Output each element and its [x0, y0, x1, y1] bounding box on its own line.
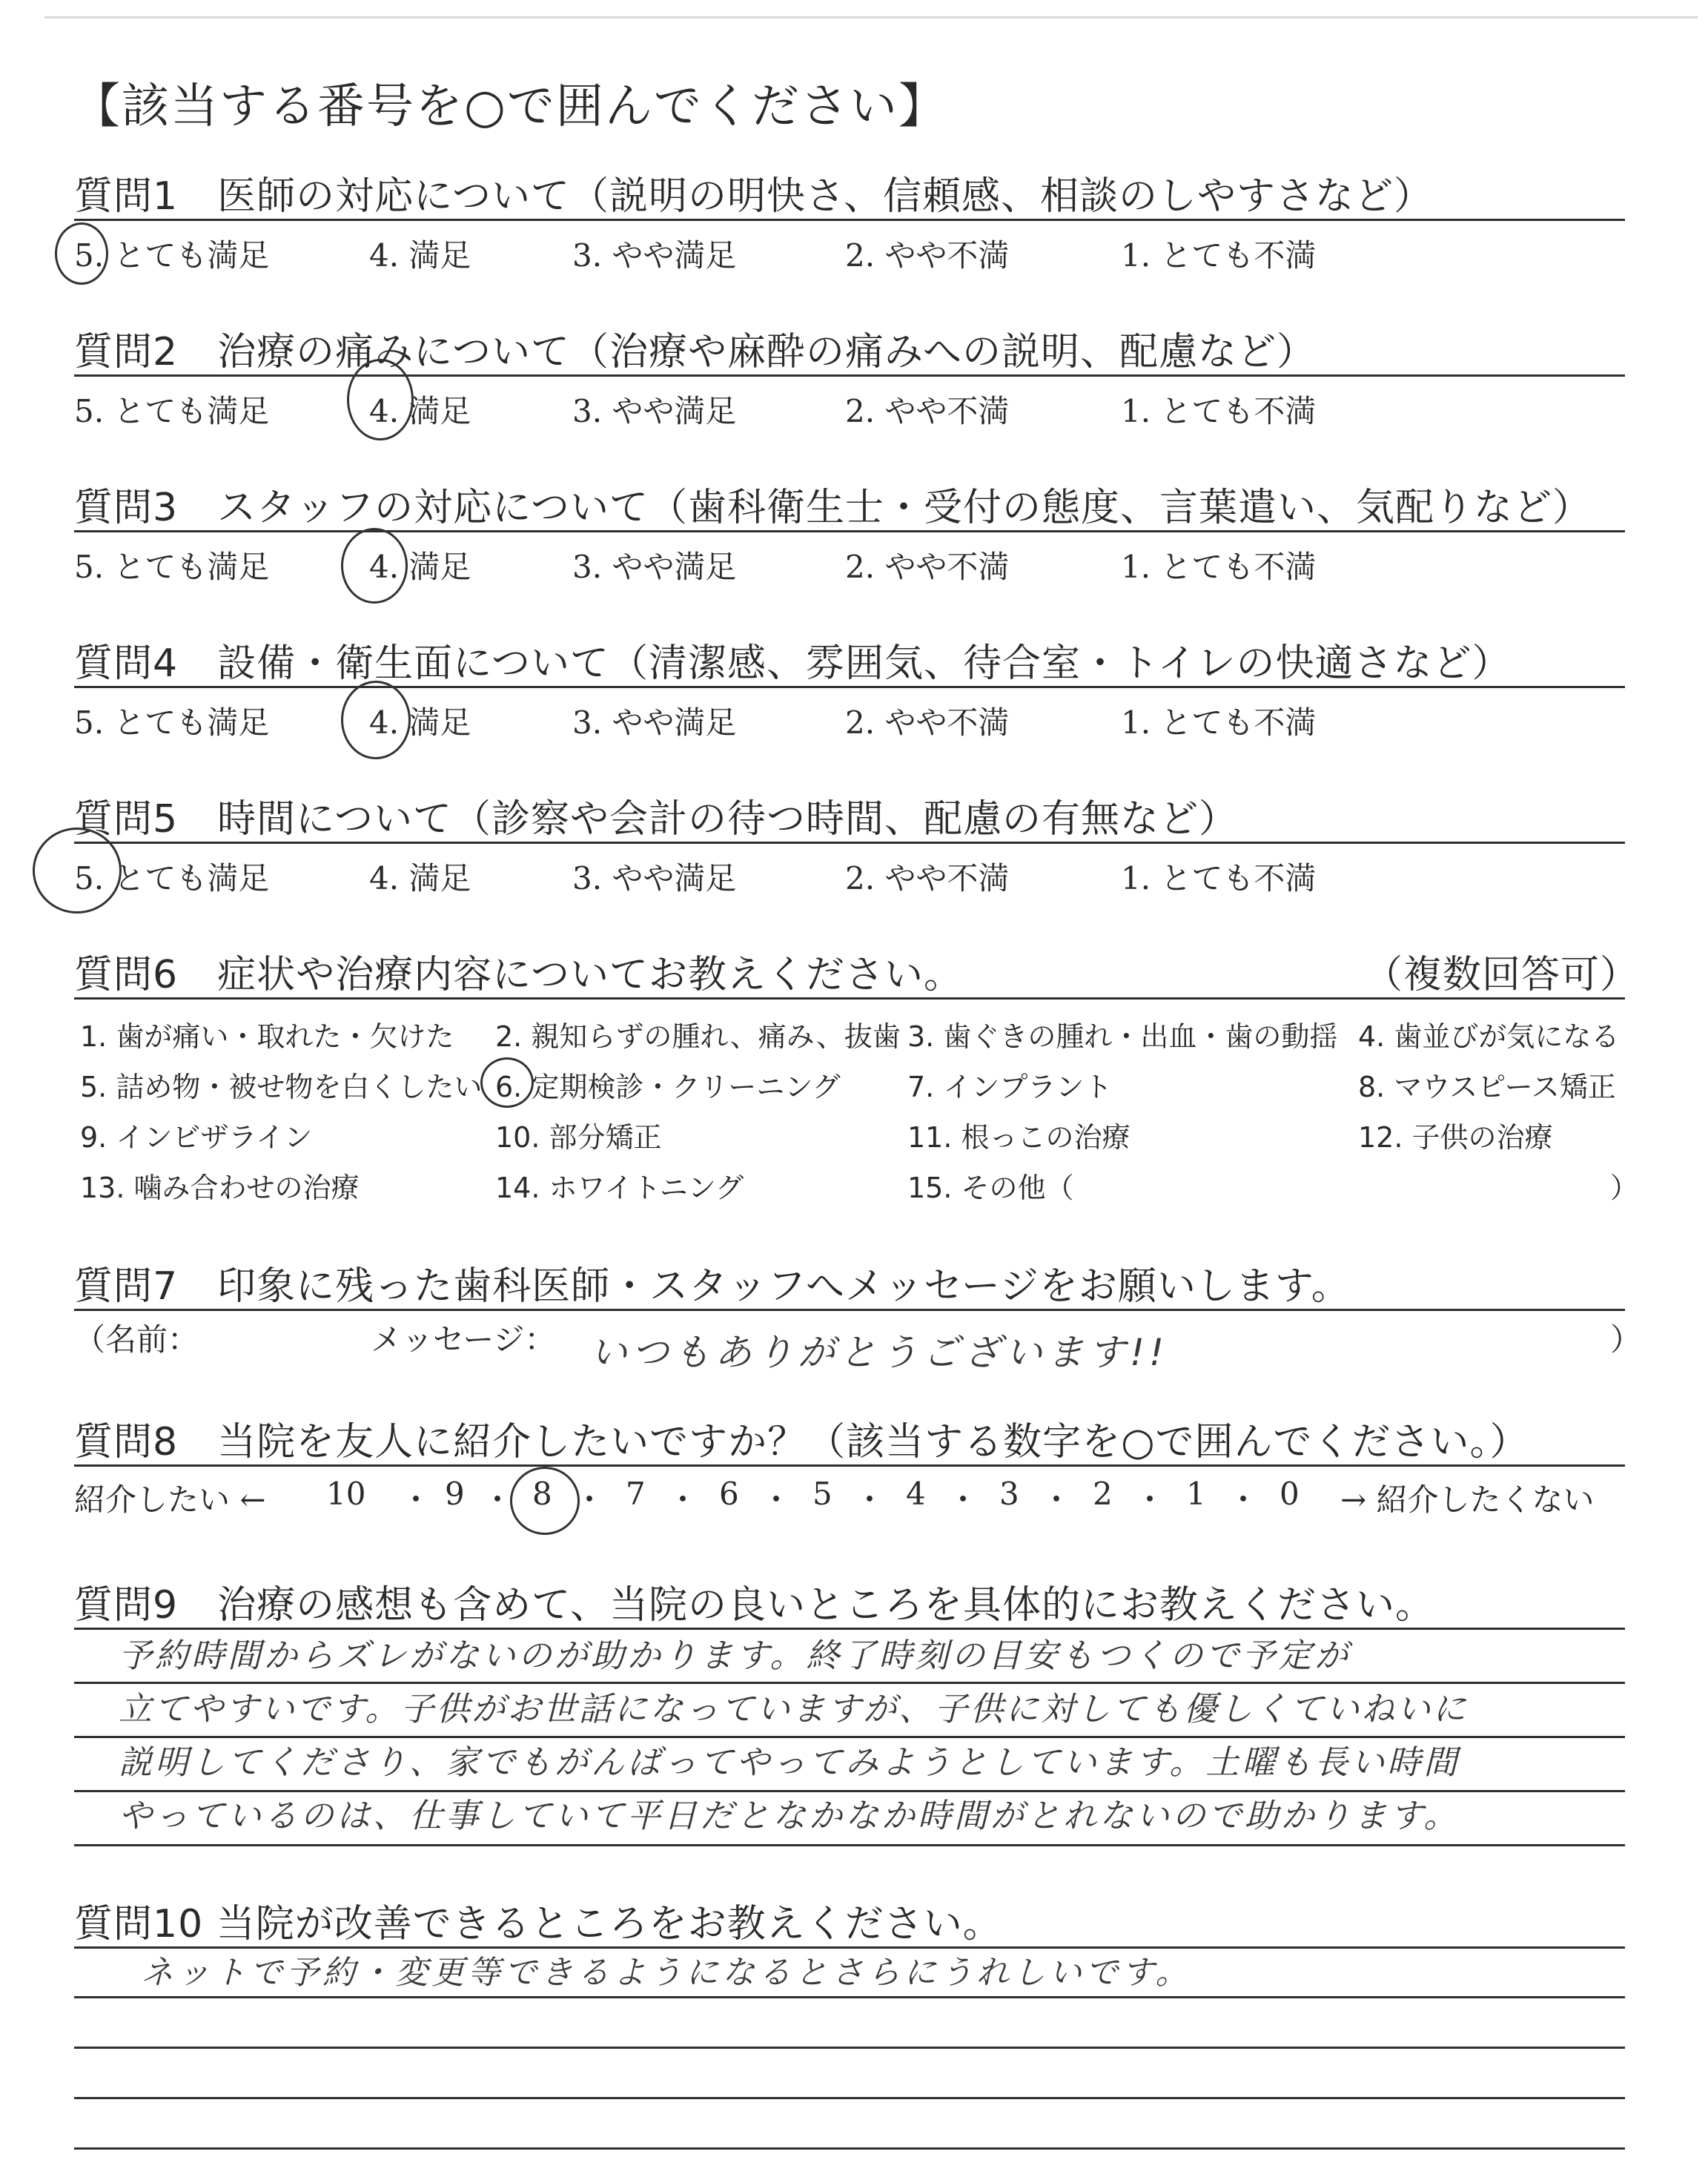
q6-item-6[interactable]: 6. 定期検診・クリーニング — [495, 1071, 841, 1103]
q8-left-label: 紹介したい ← — [74, 1482, 266, 1518]
q8-sep-1: ・ — [400, 1482, 432, 1518]
question-3-label: 質問3 スタッフの対応について（歯科衛生士・受付の態度、言葉遣い、気配りなど） — [74, 486, 1592, 530]
q6-item-10[interactable]: 10. 部分矯正 — [495, 1121, 662, 1154]
q4-answer-circle — [341, 681, 411, 759]
q8-scale-6[interactable]: 6 — [719, 1476, 739, 1512]
q8-sep-5: ・ — [761, 1482, 792, 1518]
q4-option-4[interactable]: 4. 満足 — [369, 704, 471, 741]
q6-item-12[interactable]: 12. 子供の治療 — [1358, 1121, 1553, 1154]
question-6-rule — [74, 997, 1625, 1000]
q1-option-5[interactable]: 5. とても満足 — [74, 237, 270, 274]
q1-option-4[interactable]: 4. 満足 — [369, 237, 471, 274]
q5-option-1[interactable]: 1. とても不満 — [1121, 860, 1317, 896]
question-1-label: 質問1 医師の対応について（説明の明快さ、信頼感、相談のしやすさなど） — [74, 174, 1433, 219]
q6-item-11[interactable]: 11. 根っこの治療 — [907, 1121, 1131, 1154]
question-7-label: 質問7 印象に残った歯科医師・スタッフへメッセージをお願いします。 — [74, 1264, 1351, 1309]
q3-option-2[interactable]: 2. やや不満 — [845, 549, 1010, 585]
q9-answer-line-1[interactable]: 予約時間からズレがないのが助かります。終了時刻の目安もつくので予定が — [119, 1636, 1351, 1675]
q8-scale-10[interactable]: 10 — [326, 1476, 366, 1512]
q9-answer-line-4[interactable]: やっているのは、仕事していて平日だとなかなか時間がとれないので助かります。 — [119, 1796, 1460, 1835]
q2-option-2[interactable]: 2. やや不満 — [845, 393, 1010, 429]
q3-option-5[interactable]: 5. とても満足 — [74, 549, 270, 585]
q8-scale-2[interactable]: 2 — [1093, 1476, 1113, 1512]
q3-option-4[interactable]: 4. 満足 — [369, 549, 471, 585]
q6-item-14[interactable]: 14. ホワイトニング — [495, 1172, 744, 1204]
q3-option-3[interactable]: 3. やや満足 — [572, 549, 737, 585]
q3-answer-circle — [341, 528, 408, 604]
q4-option-3[interactable]: 3. やや満足 — [572, 704, 737, 741]
q6-item-8[interactable]: 8. マウスピース矯正 — [1358, 1071, 1616, 1103]
q9-answer-line-3[interactable]: 説明してくださり、家でもがんばってやってみようとしています。土曜も長い時間 — [119, 1743, 1460, 1782]
q5-answer-circle — [33, 828, 122, 914]
q6-selected-circle — [480, 1057, 534, 1108]
q1-option-1[interactable]: 1. とても不満 — [1121, 237, 1317, 274]
q2-option-1[interactable]: 1. とても不満 — [1121, 393, 1317, 429]
question-6-note: （複数回答可） — [1364, 953, 1640, 997]
q4-option-5[interactable]: 5. とても満足 — [74, 704, 270, 741]
q4-option-2[interactable]: 2. やや不満 — [845, 704, 1010, 741]
q7-message-label: メッセージ： — [371, 1321, 556, 1358]
q8-sep-10: ・ — [1228, 1482, 1260, 1518]
question-10-label: 質問10 当院が改善できるところをお教えください。 — [74, 1902, 1002, 1946]
q6-item-15[interactable]: 15. その他（ — [907, 1172, 1074, 1204]
top-edge-line — [44, 16, 1698, 19]
question-4-rule — [74, 686, 1625, 688]
q7-message-text[interactable]: いつもありがとうございます!! — [590, 1331, 1169, 1374]
q10-line-4 — [74, 2147, 1625, 2150]
q8-right-label: → 紹介したくない — [1340, 1482, 1595, 1518]
q8-sep-9: ・ — [1134, 1482, 1166, 1518]
q10-line-1 — [74, 1996, 1625, 1998]
q8-scale-5[interactable]: 5 — [812, 1476, 833, 1512]
q8-scale-1[interactable]: 1 — [1186, 1476, 1206, 1512]
q2-answer-circle — [347, 359, 414, 440]
question-2-label: 質問2 治療の痛みについて（治療や麻酔の痛みへの説明、配慮など） — [74, 330, 1317, 374]
q10-answer-line-1[interactable]: ネットで予約・変更等できるようになるとさらにうれしいです。 — [141, 1954, 1192, 1992]
q8-scale-8[interactable]: 8 — [532, 1476, 552, 1512]
question-2-rule — [74, 374, 1625, 377]
q1-option-3[interactable]: 3. やや満足 — [572, 237, 737, 274]
question-5-label: 質問5 時間について（診察や会計の待つ時間、配慮の有無など） — [74, 797, 1239, 842]
q2-option-4[interactable]: 4. 満足 — [369, 393, 471, 429]
q5-option-5[interactable]: 5. とても満足 — [74, 860, 270, 896]
q1-option-2[interactable]: 2. やや不満 — [845, 237, 1010, 274]
q1-answer-circle — [55, 222, 108, 285]
q6-item-4[interactable]: 4. 歯並びが気になる — [1358, 1020, 1620, 1053]
question-1-rule — [74, 219, 1625, 221]
q8-scale-4[interactable]: 4 — [906, 1476, 926, 1512]
q9-answer-line-2[interactable]: 立てやすいです。子供がお世話になっていますが、子供に対しても優しくていねいに — [119, 1689, 1469, 1728]
q7-close-paren: ） — [1610, 1321, 1642, 1358]
q5-option-3[interactable]: 3. やや満足 — [572, 860, 737, 896]
q6-item-9[interactable]: 9. インビザライン — [80, 1121, 313, 1154]
question-6-label: 質問6 症状や治療内容についてお教えください。 — [74, 953, 964, 997]
q3-option-1[interactable]: 1. とても不満 — [1121, 549, 1317, 585]
q10-line-2 — [74, 2047, 1625, 2049]
q8-scale-3[interactable]: 3 — [999, 1476, 1019, 1512]
q8-sep-8: ・ — [1041, 1482, 1073, 1518]
question-4-label: 質問4 設備・衛生面について（清潔感、雰囲気、待合室・トイレの快適さなど） — [74, 641, 1512, 686]
question-8-rule — [74, 1464, 1625, 1467]
q8-scale-9[interactable]: 9 — [445, 1476, 465, 1512]
question-5-rule — [74, 842, 1625, 844]
q8-sep-4: ・ — [667, 1482, 699, 1518]
q6-item-1[interactable]: 1. 歯が痛い・取れた・欠けた — [80, 1020, 454, 1053]
q8-sep-7: ・ — [947, 1482, 979, 1518]
q5-option-2[interactable]: 2. やや不満 — [845, 860, 1010, 896]
question-3-rule — [74, 530, 1625, 532]
q6-item-3[interactable]: 3. 歯ぐきの腫れ・出血・歯の動揺 — [907, 1020, 1338, 1053]
q2-option-5[interactable]: 5. とても満足 — [74, 393, 270, 429]
q2-option-3[interactable]: 3. やや満足 — [572, 393, 737, 429]
q9-line-4 — [74, 1844, 1625, 1846]
question-7-rule — [74, 1309, 1625, 1311]
q8-sep-3: ・ — [574, 1482, 606, 1518]
q4-option-1[interactable]: 1. とても不満 — [1121, 704, 1317, 741]
q8-sep-2: ・ — [482, 1482, 514, 1518]
q8-sep-6: ・ — [854, 1482, 886, 1518]
page-title: 【該当する番号を○で囲んでください】 — [73, 79, 947, 134]
question-8-label: 質問8 当院を友人に紹介したいですか？（該当する数字を○で囲んでください。） — [74, 1420, 1529, 1464]
q5-option-4[interactable]: 4. 満足 — [369, 860, 471, 896]
q10-line-3 — [74, 2097, 1625, 2099]
q6-item-15-close: ） — [1610, 1172, 1639, 1204]
q6-item-5[interactable]: 5. 詰め物・被せ物を白くしたい — [80, 1071, 483, 1103]
q8-scale-7[interactable]: 7 — [626, 1476, 646, 1512]
q8-selected-circle — [510, 1467, 580, 1535]
q7-name-label: （名前： — [74, 1321, 199, 1358]
q6-item-13[interactable]: 13. 噛み合わせの治療 — [80, 1172, 360, 1204]
q8-scale-0[interactable]: 0 — [1280, 1476, 1300, 1512]
q6-item-2[interactable]: 2. 親知らずの腫れ、痛み、抜歯 — [495, 1020, 901, 1053]
q6-item-7[interactable]: 7. インプラント — [907, 1071, 1113, 1103]
question-9-label: 質問9 治療の感想も含めて、当院の良いところを具体的にお教えください。 — [74, 1583, 1435, 1628]
